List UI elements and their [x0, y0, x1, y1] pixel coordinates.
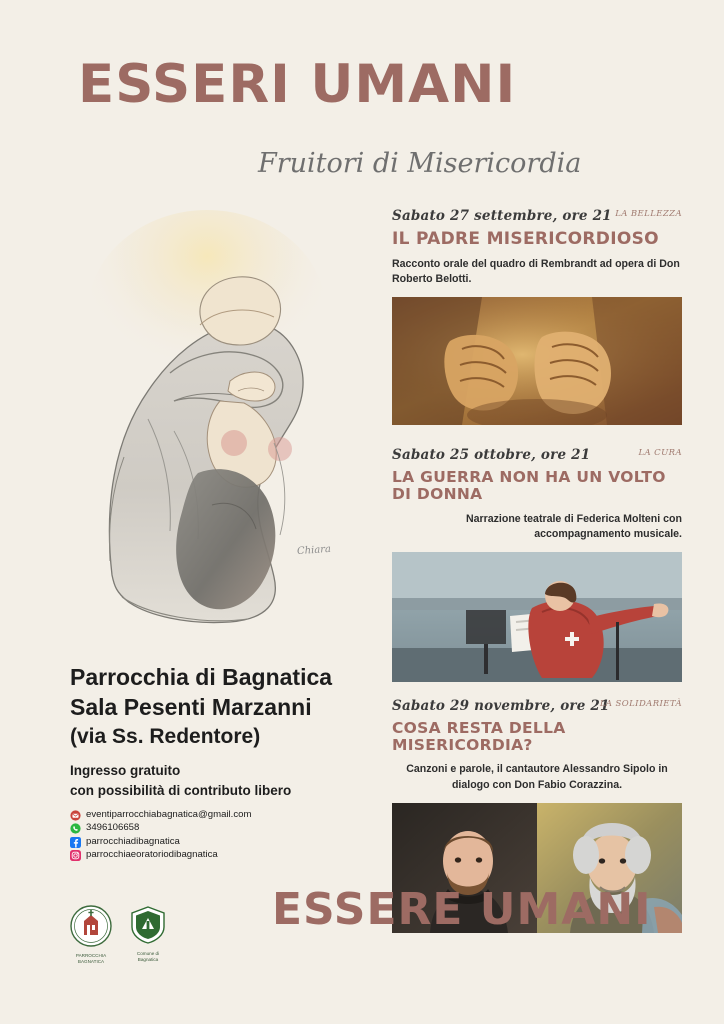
- parrocchia-logo: [70, 905, 112, 964]
- parrocchia-logo-caption: PARROCCHIA BAGNATICA: [75, 953, 107, 964]
- contact-facebook[interactable]: [70, 837, 390, 848]
- event-image-actress: [392, 552, 682, 682]
- contact-email[interactable]: [70, 810, 390, 821]
- whatsapp-icon: [70, 823, 81, 834]
- contact-whatsapp[interactable]: [70, 823, 390, 834]
- bottom-title: ESSERE UMANI: [272, 884, 652, 935]
- event-item: [392, 208, 682, 425]
- event-image-hands: [392, 297, 682, 425]
- event-description: Narrazione teatrale di Federica Molteni con accompagnamento musicale.: [465, 512, 682, 540]
- contact-facebook-text: parrocchiadibagnatica: [86, 835, 180, 847]
- event-tag: LA BELLEZZA: [615, 209, 682, 219]
- event-date: Sabato 25 ottobre, ore 21: [392, 447, 591, 464]
- event-title: LA GUERRA NON HA UN VOLTO DI DONNA: [392, 468, 666, 504]
- event-title: IL PADRE MISERICORDIOSO: [392, 229, 659, 249]
- illustration-embrace: [52, 205, 382, 635]
- event-tag: LA SOLIDARIETÀ: [599, 699, 682, 710]
- facebook-icon: [70, 837, 81, 848]
- events-list: [392, 208, 682, 933]
- event-title: COSA RESTA DELLA MISERICORDIA?: [392, 719, 566, 755]
- contact-email-text: eventiparrocchiabagnatica@gmail.com: [86, 808, 252, 820]
- contacts-list: [70, 810, 390, 862]
- event-description: Racconto orale del quadro di Rembrandt ad opera di Don Roberto Belotti.: [392, 257, 680, 286]
- page-title: ESSERI UMANI: [78, 54, 517, 115]
- event-item: [392, 447, 682, 682]
- comune-logo: [128, 905, 168, 962]
- artist-signature: Chiara: [296, 543, 332, 558]
- event-date: Sabato 29 novembre, ore 21: [392, 698, 610, 715]
- contact-instagram[interactable]: [70, 850, 390, 861]
- event-date: Sabato 27 settembre, ore 21: [392, 208, 612, 224]
- venue-line-3: (via Ss. Redentore): [70, 724, 261, 748]
- page-subtitle: Fruitori di Misericordia: [258, 148, 582, 179]
- venue-line-1: Parrocchia di Bagnatica: [70, 664, 333, 690]
- venue-info: [70, 662, 390, 864]
- email-icon: [70, 810, 81, 821]
- event-tag: LA CURA: [638, 448, 682, 459]
- comune-logo-caption: Comune di Bagnatica: [136, 951, 160, 962]
- logo-row: [70, 905, 168, 964]
- free-entry-line-2: con possibilità di contributo libero: [70, 782, 292, 798]
- contact-instagram-text: parrocchiaeoratoriodibagnatica: [86, 849, 218, 861]
- contact-whatsapp-text: 3496106658: [86, 822, 140, 834]
- event-description: Canzoni e parole, il cantautore Alessandro Sipolo in dialogo con Don Fabio Corazzina.: [406, 763, 668, 791]
- venue-line-2: Sala Pesenti Marzanni: [70, 694, 312, 721]
- free-entry-line-1: Ingresso gratuito: [70, 763, 181, 779]
- instagram-icon: [70, 850, 81, 861]
